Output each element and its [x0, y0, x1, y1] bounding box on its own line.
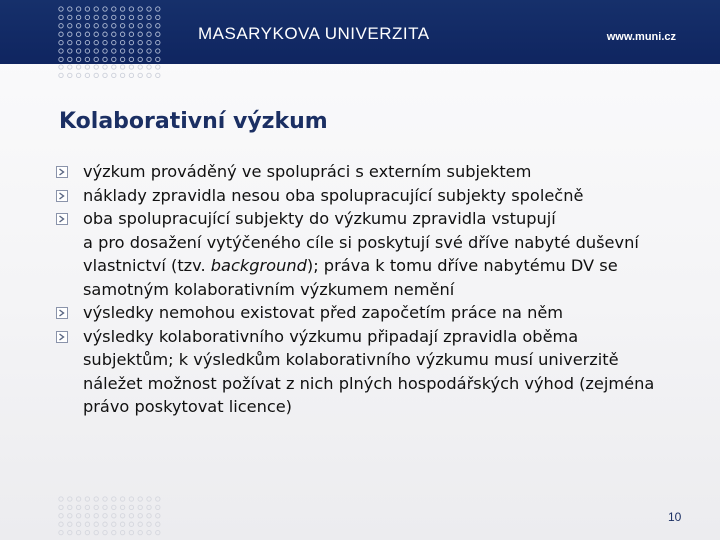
bullet-text: výsledky kolaborativního výzkumu připadají zpravidla oběma	[83, 326, 579, 346]
bullet-item	[56, 207, 716, 301]
bullet-list	[56, 160, 716, 419]
bullet-text-part: ); práva k tomu dříve nabytému DV se	[306, 256, 618, 275]
bullet-text-continuation	[83, 254, 716, 278]
bullet-text-continuation: samotným kolaborativním výzkumem nemění	[83, 279, 455, 299]
slide-title: Kolaborativní výzkum	[59, 109, 328, 134]
bullet-text: výsledky nemohou existovat před započetím práce na něm	[83, 303, 564, 322]
bullet-text-continuation: právo poskytovat licence)	[83, 397, 292, 416]
header-bar	[0, 0, 720, 64]
dot-grid-decoration-icon	[58, 64, 168, 80]
university-name: MASARYKOVA UNIVERZITA	[198, 24, 430, 43]
bullet-text: oba spolupracující subjekty do výzkumu zpravidla vstupují	[83, 209, 556, 228]
dot-grid-footer-icon	[58, 496, 168, 540]
square-bullet-icon	[56, 331, 68, 343]
bullet-item	[56, 160, 716, 184]
square-bullet-icon	[56, 166, 68, 178]
square-bullet-icon	[56, 307, 68, 319]
bullet-item	[56, 184, 716, 208]
bullet-text: náklady zpravidla nesou oba spolupracující subjekty společně	[83, 185, 584, 205]
bullet-text-continuation: a pro dosažení vytýčeného cíle si poskytují své dříve nabyté duševní	[83, 232, 639, 252]
bullet-text-italic: background	[210, 256, 307, 275]
page-number: 10	[668, 510, 682, 524]
bullet-text-continuation: subjektům; k výsledkům kolaborativního výzkumu musí univerzitě	[83, 350, 619, 369]
bullet-text-part: vlastnictví (tzv.	[83, 256, 211, 275]
bullet-text-continuation: náležet možnost požívat z nich plných hospodářských výhod (zejména	[83, 373, 655, 393]
square-bullet-icon	[56, 190, 68, 202]
website-link[interactable]: www.muni.cz	[606, 31, 676, 43]
bullet-item	[56, 325, 716, 419]
bullet-item	[56, 301, 716, 325]
square-bullet-icon	[56, 213, 68, 225]
bullet-text: výzkum prováděný ve spolupráci s externím subjektem	[83, 162, 532, 181]
